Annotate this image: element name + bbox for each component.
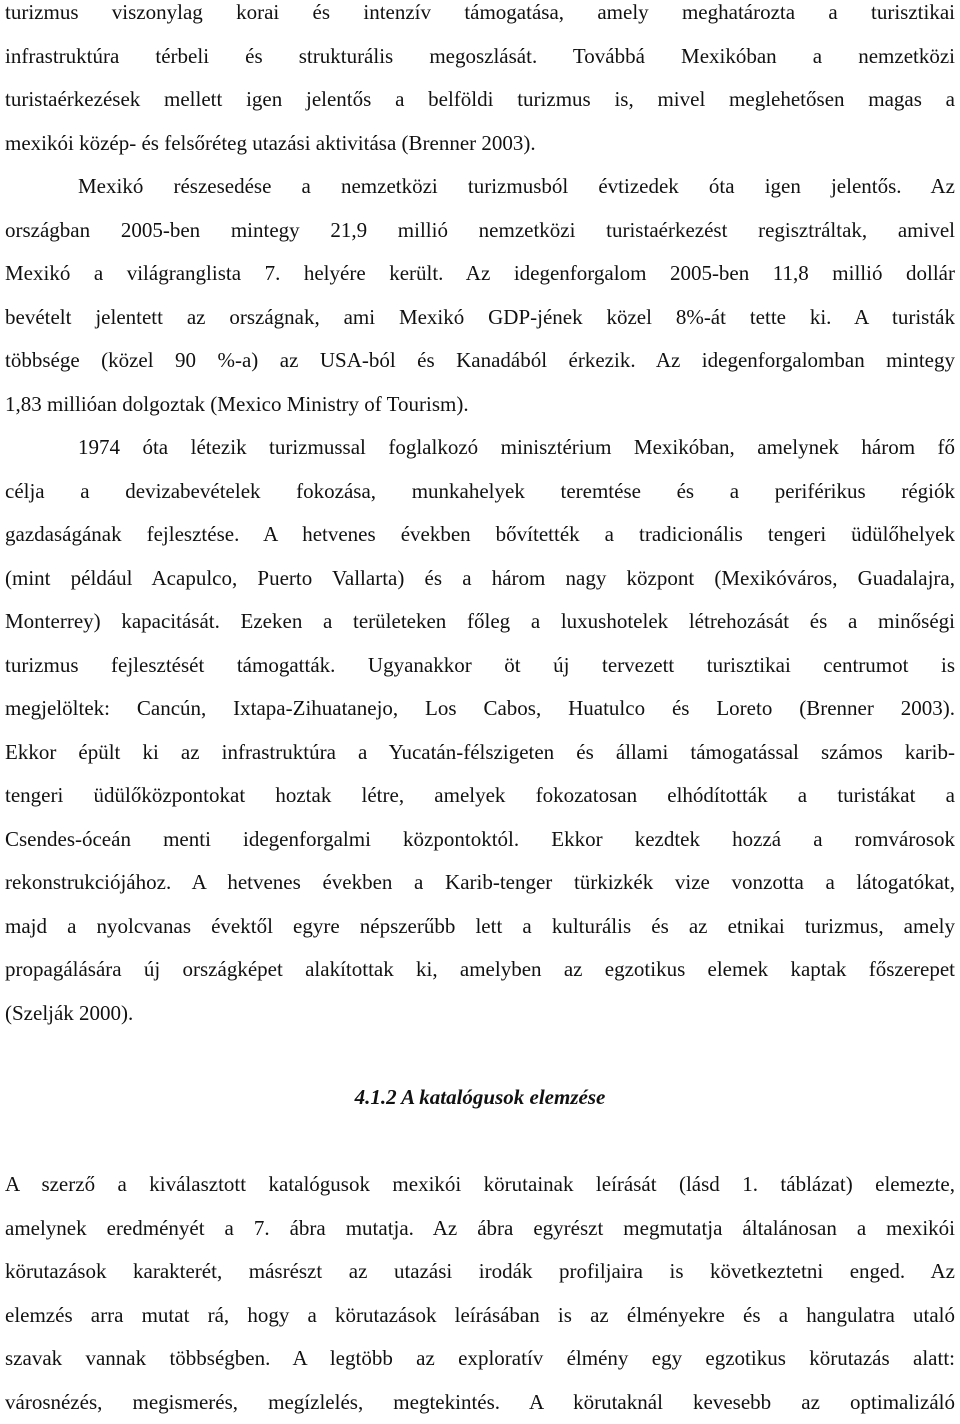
- paragraph-3-line: 1974 óta létezik turizmussal foglalkozó minisztérium Mexikóban, amelynek három fő: [5, 426, 955, 470]
- paragraph-3-line: Csendes-óceán menti idegenforgalmi központoktól. Ekkor kezdtek hozzá a romvárosok: [5, 818, 955, 862]
- paragraph-3-line: gazdaságának fejlesztése. A hetvenes években bővítették a tradicionális tengeri üdülőhelyek: [5, 513, 955, 557]
- paragraph-3-line: turizmus fejlesztését támogatták. Ugyanakkor öt új tervezett turisztikai centrumot is: [5, 644, 955, 688]
- paragraph-2-line: bevételt jelentett az országnak, ami Mexikó GDP-jének közel 8%-át tette ki. A turisták: [5, 296, 955, 340]
- paragraph-4-line: A szerző a kiválasztott katalógusok mexikói körutainak leírását (lásd 1. táblázat) elemezte,: [5, 1163, 955, 1207]
- paragraph-3-line: majd a nyolcvanas évektől egyre népszerűbb lett a kulturális és az etnikai turizmus, amely: [5, 905, 955, 949]
- paragraph-1-line: turizmus viszonylag korai és intenzív támogatása, amely meghatározta a turisztikai: [5, 0, 955, 35]
- paragraph-2-line: Mexikó a világranglista 7. helyére került. Az idegenforgalom 2005-ben 11,8 millió dollár: [5, 252, 955, 296]
- paragraph-4-line: elemzés arra mutat rá, hogy a körutazások leírásában is az élményekre és a hangulatra utaló: [5, 1294, 955, 1338]
- paragraph-1-line: mexikói közép- és felsőréteg utazási aktivitása (Brenner 2003).: [5, 122, 955, 166]
- paragraph-3-line: Monterrey) kapacitását. Ezeken a területeken főleg a luxushotelek létrehozását és a minőségi: [5, 600, 955, 644]
- paragraph-3-line: rekonstrukciójához. A hetvenes években a Karib-tenger türkizkék vize vonzotta a látogatókat,: [5, 861, 955, 905]
- paragraph-4-line: városnézés, megismerés, megízlelés, megtekintés. A körutaknál kevesebb az optimalizáló: [5, 1381, 955, 1424]
- paragraph-1-line: turistaérkezések mellett igen jelentős a belföldi turizmus is, mivel meglehetősen magas a: [5, 78, 955, 122]
- paragraph-3-line: Ekkor épült ki az infrastruktúra a Yucatán-félszigeten és állami támogatással számos karib-: [5, 731, 955, 775]
- paragraph-2-line: 1,83 millióan dolgoztak (Mexico Ministry of Tourism).: [5, 383, 955, 427]
- section-heading: 4.1.2 A katalógusok elemzése: [0, 1076, 960, 1119]
- paragraph-2-line: országban 2005-ben mintegy 21,9 millió nemzetközi turistaérkezést regisztráltak, amivel: [5, 209, 955, 253]
- paragraph-2-line: Mexikó részesedése a nemzetközi turizmusból évtizedek óta igen jelentős. Az: [5, 165, 955, 209]
- paragraph-4-line: körutazások karakterét, másrészt az utazási irodák profiljaira is következtetni enged. Az: [5, 1250, 955, 1294]
- paragraph-4-line: szavak vannak többségben. A legtöbb az exploratív élmény egy egzotikus körutazás alatt:: [5, 1337, 955, 1381]
- paragraph-4-line: amelynek eredményét a 7. ábra mutatja. Az ábra egyrészt megmutatja általánosan a mexikói: [5, 1207, 955, 1251]
- paragraph-3-line: megjelöltek: Cancún, Ixtapa-Zihuatanejo, Los Cabos, Huatulco és Loreto (Brenner 2003).: [5, 687, 955, 731]
- paragraph-2-line: többsége (közel 90 %-a) az USA-ból és Kanadából érkezik. Az idegenforgalomban mintegy: [5, 339, 955, 383]
- paragraph-3-line: tengeri üdülőközpontokat hoztak létre, amelyek fokozatosan elhódították a turistákat a: [5, 774, 955, 818]
- paragraph-3-line: (mint például Acapulco, Puerto Vallarta) és a három nagy központ (Mexikóváros, Guadalajra,: [5, 557, 955, 601]
- paragraph-3-line: propagálására új országképet alakítottak ki, amelyben az egzotikus elemek kaptak főszerepet: [5, 948, 955, 992]
- paragraph-1-line: infrastruktúra térbeli és strukturális megoszlását. Továbbá Mexikóban a nemzetközi: [5, 35, 955, 79]
- paragraph-3-line: célja a devizabevételek fokozása, munkahelyek teremtése és a periférikus régiók: [5, 470, 955, 514]
- text-body: [5, 0, 955, 1035]
- section-body: [5, 1163, 955, 1424]
- paragraph-3-line: (Szelják 2000).: [5, 992, 955, 1036]
